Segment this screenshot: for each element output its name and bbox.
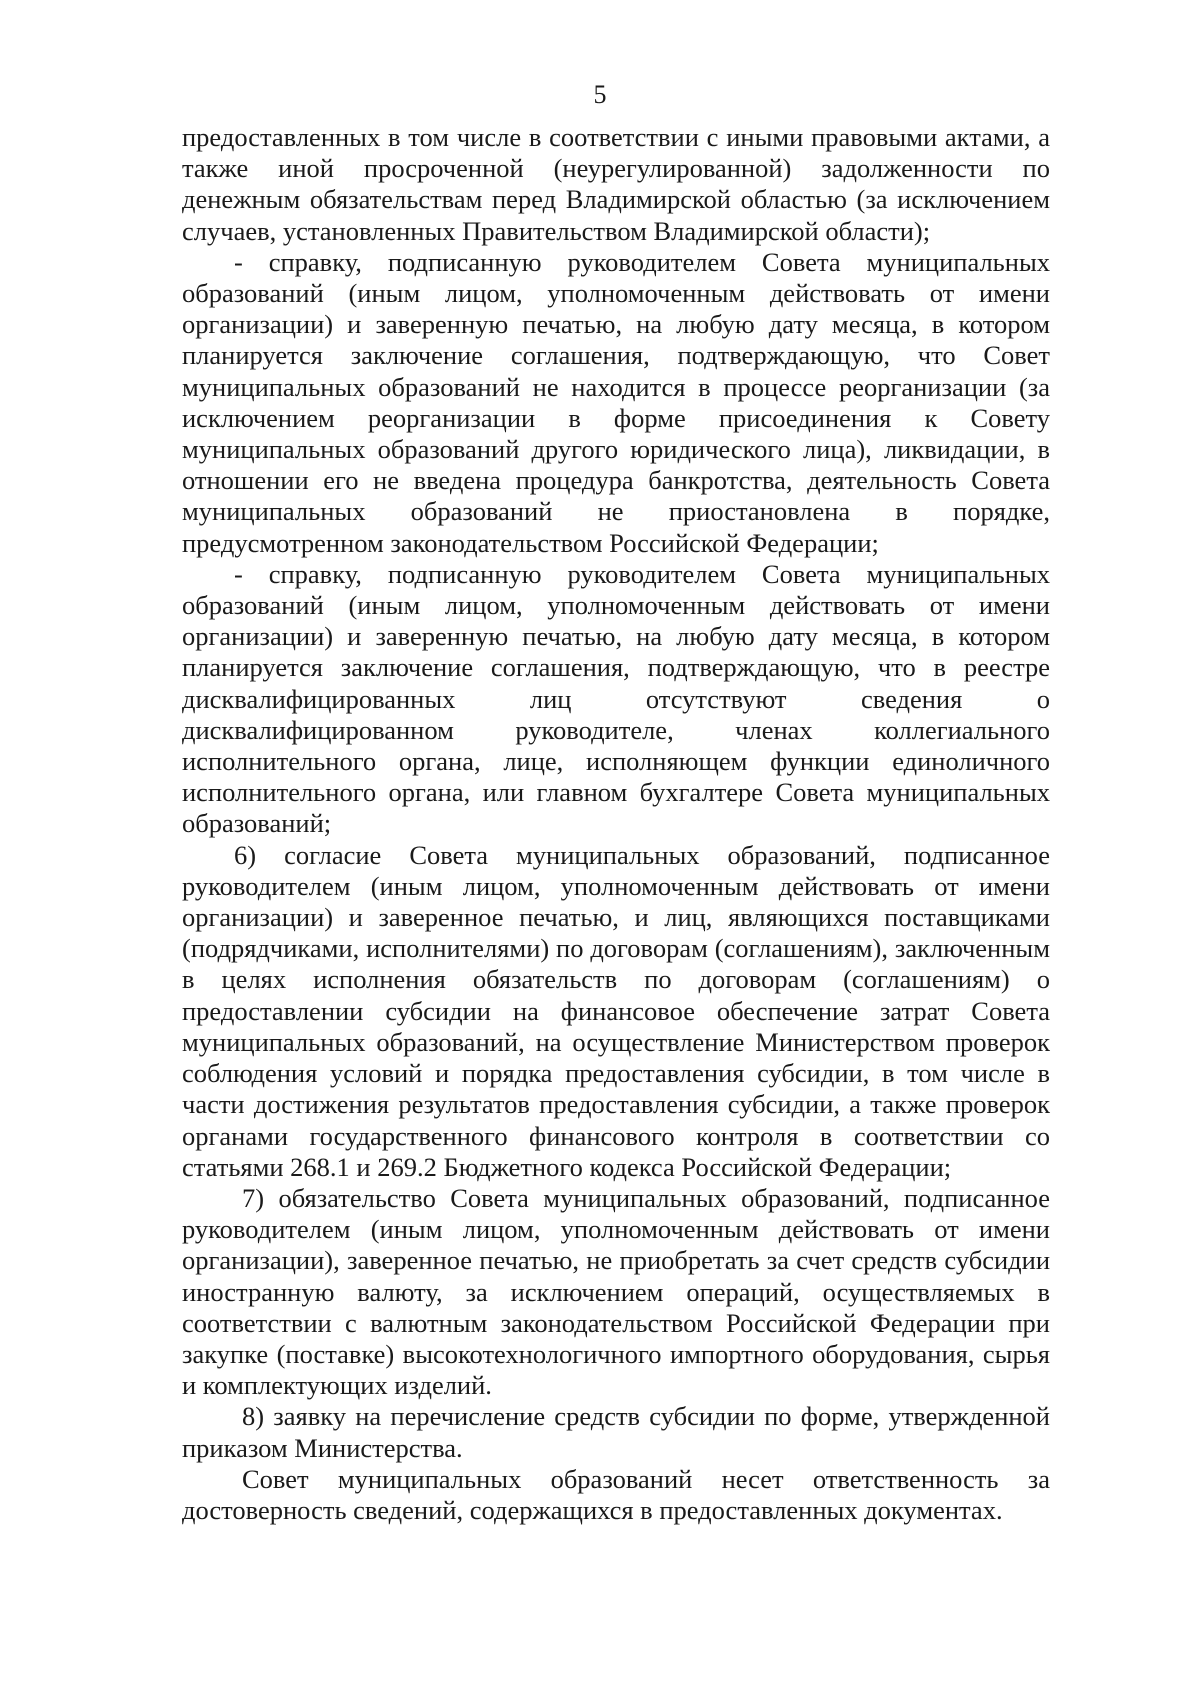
paragraph-reorganization-certificate: - справку, подписанную руководителем Совета муниципальных образований (иным лицом, уполномоченным действовать от имени организации) и заверенную печатью, на любую дату месяца, в котором планируется заключение соглашения, подтверждающую, что Совет муниципальных образований не находится в процессе реорганизации (за исключением реорганизации в форме присоединения к Совету муниципальных образований другого юридического лица), ликвидации, в отношении его не введена процедура банкротства, деятельность Совета муниципальных образований не приостановлена в порядке, предусмотренном законодательством Российской Федерации; — [182, 246, 1050, 558]
page-number: 5 — [593, 80, 607, 109]
document-body — [182, 122, 1050, 1526]
paragraph-item-6: 6) согласие Совета муниципальных образований, подписанное руководителем (иным лицом, уполномоченным действовать от имени организации) и заверенное печатью, и лиц, являющихся поставщиками (подрядчиками, исполнителями) по договорам (соглашениям), заключенным в целях исполнения обязательств по договорам (соглашениям) о предоставлении субсидии на финансовое обеспечение затрат Совета муниципальных образований, на осуществление Министерством проверок соблюдения условий и порядка предоставления субсидии, в том числе в части достижения результатов предоставления субсидии, а также проверок органами государственного финансового контроля в соответствии со статьями 268.1 и 269.2 Бюджетного кодекса Российской Федерации; — [182, 839, 1050, 1182]
paragraph-responsibility: Совет муниципальных образований несет ответственность за достоверность сведений, содержащихся в предоставленных документах. — [182, 1463, 1050, 1525]
paragraph-continuation: предоставленных в том числе в соответствии с иными правовыми актами, а также иной просроченной (неурегулированной) задолженности по денежным обязательствам перед Владимирской областью (за исключением случаев, установленных Правительством Владимирской области); — [182, 122, 1050, 246]
paragraph-item-7: 7) обязательство Совета муниципальных образований, подписанное руководителем (иным лицом, уполномоченным действовать от имени организации), заверенное печатью, не приобретать за счет средств субсидии иностранную валюту, за исключением операций, осуществляемых в соответствии с валютным законодательством Российской Федерации при закупке (поставке) высокотехнологичного импортного оборудования, сырья и комплектующих изделий. — [182, 1182, 1050, 1401]
paragraph-item-8: 8) заявку на перечисление средств субсидии по форме, утвержденной приказом Министерства. — [182, 1401, 1050, 1463]
paragraph-disqualification-certificate: - справку, подписанную руководителем Совета муниципальных образований (иным лицом, уполномоченным действовать от имени организации) и заверенную печатью, на любую дату месяца, в котором планируется заключение соглашения, подтверждающую, что в реестре дисквалифицированных лиц отсутствуют сведения о дисквалифицированном руководителе, членах коллегиального исполнительного органа, лице, исполняющем функции единоличного исполнительного органа, или главном бухгалтере Совета муниципальных образований; — [182, 558, 1050, 839]
